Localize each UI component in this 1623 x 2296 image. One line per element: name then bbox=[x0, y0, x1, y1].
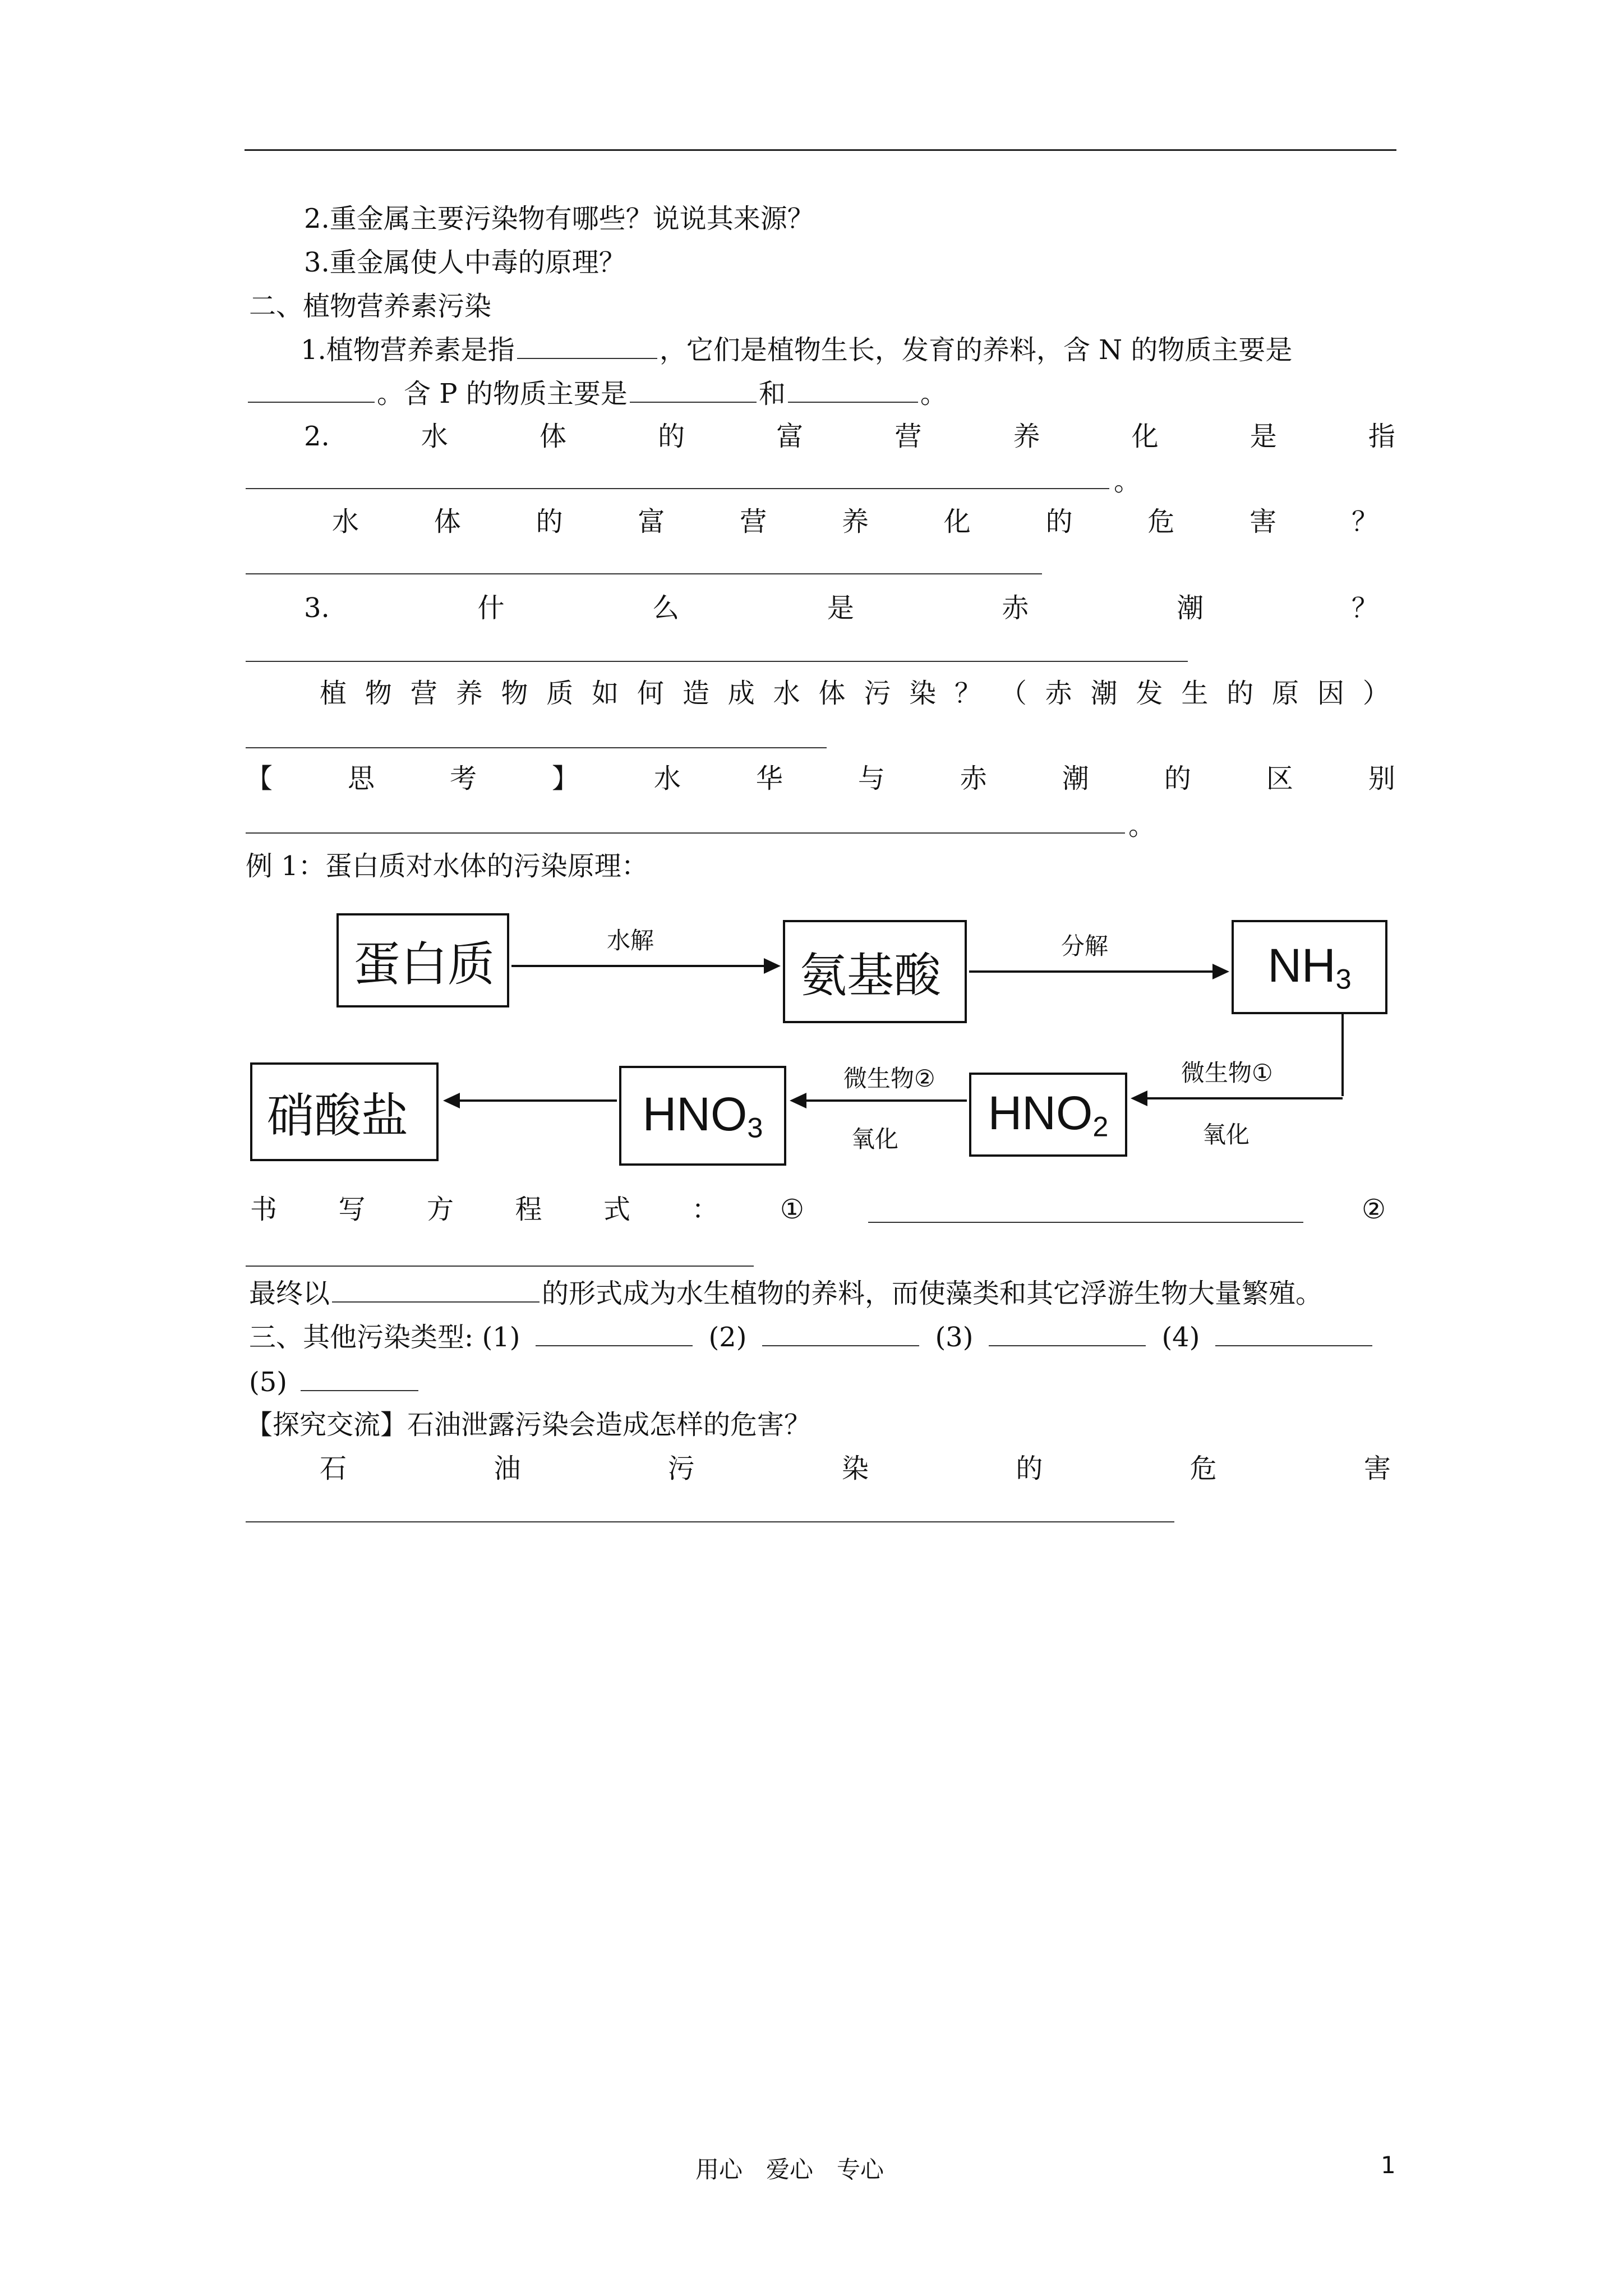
char: 成 bbox=[727, 678, 755, 709]
label-microbe-1: 微生物① bbox=[1181, 1059, 1273, 1087]
example-heading: 例 1：蛋白质对水体的污染原理： bbox=[246, 850, 648, 882]
box-nitrate-label: 硝酸盐 bbox=[267, 1088, 409, 1143]
char: 区 bbox=[1266, 763, 1293, 794]
period: 。 bbox=[1128, 810, 1156, 841]
label-oxidize-2: 氧化 bbox=[851, 1125, 899, 1153]
char: 与 bbox=[857, 763, 885, 794]
char: 写 bbox=[338, 1194, 366, 1225]
char: 害 bbox=[1363, 1453, 1391, 1484]
char: 潮 bbox=[1090, 678, 1118, 709]
answer-line[interactable] bbox=[246, 488, 1109, 489]
char: 【 bbox=[246, 763, 273, 794]
label-hydrolysis: 水解 bbox=[607, 927, 654, 954]
char: ： bbox=[691, 1194, 719, 1225]
blank-field[interactable] bbox=[630, 402, 757, 403]
char: 养 bbox=[455, 678, 483, 709]
p1-text-e: 。 bbox=[920, 378, 947, 409]
char: 】 bbox=[551, 763, 579, 794]
oil-harm-prompt bbox=[320, 1451, 1391, 1487]
char: ① bbox=[780, 1194, 804, 1225]
equation-marker-2: ② bbox=[1362, 1194, 1386, 1225]
think-question bbox=[246, 761, 1395, 797]
char: ） bbox=[1362, 678, 1390, 709]
char: 是 bbox=[827, 592, 854, 624]
answer-line[interactable] bbox=[246, 747, 827, 748]
char: 赤 bbox=[1045, 678, 1072, 709]
char: 水 bbox=[332, 506, 359, 537]
blank-field[interactable] bbox=[762, 1345, 919, 1346]
item-number: (5) bbox=[249, 1366, 287, 1398]
char: 么 bbox=[652, 592, 680, 624]
char: （ bbox=[999, 678, 1027, 709]
answer-line[interactable] bbox=[246, 1521, 1174, 1522]
blank-field[interactable] bbox=[301, 1390, 418, 1391]
char: 物 bbox=[501, 678, 528, 709]
arrowhead bbox=[1212, 964, 1229, 979]
char: 造 bbox=[682, 678, 709, 709]
paragraph-1-line-2 bbox=[246, 376, 947, 412]
red-tide-question bbox=[304, 590, 1378, 626]
item-number: (2) bbox=[708, 1322, 747, 1353]
char: 污 bbox=[667, 1453, 695, 1484]
box-amino-acid bbox=[783, 920, 967, 1023]
char: 什 bbox=[477, 592, 505, 624]
box-protein-label: 蛋白质 bbox=[353, 936, 495, 992]
section-heading-2: 二、植物营养素污染 bbox=[249, 291, 492, 322]
box-hno2 bbox=[969, 1073, 1127, 1157]
blank-field[interactable] bbox=[989, 1345, 1146, 1346]
char: 式 bbox=[603, 1194, 630, 1225]
footer-motto: 用心 爱心 专心 bbox=[695, 2156, 884, 2183]
question-3: 3.重金属使人中毒的原理？ bbox=[304, 247, 626, 278]
char: 染 bbox=[909, 678, 937, 709]
char: 富 bbox=[638, 506, 665, 537]
char: 原 bbox=[1272, 678, 1299, 709]
box-hno2-label: $HNO_2$ bbox=[988, 1087, 1109, 1143]
char: 发 bbox=[1136, 678, 1163, 709]
char: 是 bbox=[1249, 421, 1277, 452]
char: 潮 bbox=[1062, 763, 1089, 794]
box-amino-acid-label: 氨基酸 bbox=[800, 947, 942, 1003]
item-number: (4) bbox=[1161, 1322, 1200, 1353]
eutrophication-harm-question bbox=[332, 504, 1378, 540]
char: ？ bbox=[1351, 506, 1378, 537]
eutrophication-question bbox=[304, 418, 1395, 454]
p1-text-d: 和 bbox=[758, 378, 786, 409]
arrowhead bbox=[1131, 1091, 1147, 1106]
char: 3. bbox=[304, 592, 330, 624]
char: 营 bbox=[740, 506, 767, 537]
blank-field[interactable] bbox=[517, 358, 657, 359]
char: 营 bbox=[895, 421, 922, 452]
char: 的 bbox=[536, 506, 563, 537]
char: 水 bbox=[773, 678, 800, 709]
question-2: 2.重金属主要污染物有哪些？说说其来源？ bbox=[304, 203, 814, 234]
final-sentence bbox=[249, 1276, 1322, 1312]
explore-heading: 【探究交流】石油泄露污染会造成怎样的危害？ bbox=[246, 1409, 811, 1441]
box-hno3 bbox=[619, 1066, 786, 1166]
char: 潮 bbox=[1177, 592, 1204, 624]
char: 如 bbox=[592, 678, 619, 709]
arrowhead bbox=[443, 1093, 460, 1108]
equation-prompt bbox=[250, 1191, 804, 1227]
blank-field[interactable] bbox=[788, 402, 918, 403]
char: 何 bbox=[637, 678, 665, 709]
char: 的 bbox=[1164, 763, 1191, 794]
blank-field[interactable] bbox=[536, 1345, 693, 1346]
char: 体 bbox=[434, 506, 461, 537]
char: 体 bbox=[540, 421, 567, 452]
char: ？ bbox=[1351, 592, 1378, 624]
char: 的 bbox=[1045, 506, 1073, 537]
equation-1-blank[interactable] bbox=[868, 1222, 1303, 1223]
char: 书 bbox=[250, 1194, 278, 1225]
char: 养 bbox=[841, 506, 869, 537]
char: 污 bbox=[864, 678, 891, 709]
blank-field[interactable] bbox=[1215, 1345, 1372, 1346]
item-number: (3) bbox=[935, 1322, 974, 1353]
blank-field[interactable] bbox=[332, 1301, 540, 1303]
section-heading-3 bbox=[249, 1319, 1372, 1355]
label-microbe-2: 微生物② bbox=[843, 1065, 935, 1092]
arrowhead bbox=[790, 1093, 806, 1108]
final-text-b: 的形式成为水生植物的养料，而使藻类和其它浮游生物大量繁殖。 bbox=[542, 1278, 1323, 1309]
char: 危 bbox=[1189, 1453, 1217, 1484]
char: 水 bbox=[653, 763, 681, 794]
char: 化 bbox=[943, 506, 971, 537]
char: 程 bbox=[515, 1194, 542, 1225]
blank-field[interactable] bbox=[248, 402, 375, 403]
final-text-a: 最终以 bbox=[249, 1278, 330, 1309]
char: 植 bbox=[320, 678, 347, 709]
char: 考 bbox=[449, 763, 477, 794]
char: 富 bbox=[776, 421, 804, 452]
answer-line[interactable] bbox=[246, 661, 1188, 662]
label-oxidize-1: 氧化 bbox=[1202, 1121, 1250, 1148]
box-hno3-label: $HNO_3$ bbox=[642, 1088, 763, 1144]
nutrient-pollution-question bbox=[320, 675, 1390, 711]
char: 2. bbox=[304, 421, 330, 452]
char: 的 bbox=[1016, 1453, 1043, 1484]
char: 水 bbox=[421, 421, 448, 452]
header-rule bbox=[245, 149, 1396, 151]
char: 别 bbox=[1368, 763, 1395, 794]
char: 华 bbox=[755, 763, 783, 794]
char: 方 bbox=[426, 1194, 454, 1225]
section-3-line-2 bbox=[249, 1364, 432, 1400]
p1-text-a: 1.植物营养素是指 bbox=[301, 334, 515, 366]
box-nitrate bbox=[250, 1062, 439, 1161]
period: 。 bbox=[1114, 466, 1141, 497]
char: 质 bbox=[546, 678, 574, 709]
char: 养 bbox=[1013, 421, 1040, 452]
char: 赤 bbox=[960, 763, 987, 794]
char: 思 bbox=[347, 763, 375, 794]
char: 的 bbox=[1227, 678, 1254, 709]
char: 因 bbox=[1317, 678, 1344, 709]
char: 危 bbox=[1147, 506, 1175, 537]
p1-text-b: ，它们是植物生长，发育的养料，含 N 的物质主要是 bbox=[659, 334, 1293, 366]
char: 生 bbox=[1181, 678, 1209, 709]
char: 赤 bbox=[1002, 592, 1029, 624]
answer-line[interactable] bbox=[246, 832, 1125, 834]
char: 营 bbox=[410, 678, 437, 709]
char: 油 bbox=[494, 1453, 521, 1484]
arrowhead bbox=[764, 958, 781, 974]
box-protein bbox=[336, 913, 509, 1007]
char: 染 bbox=[841, 1453, 869, 1484]
answer-line[interactable] bbox=[246, 573, 1042, 574]
char: ？ bbox=[955, 678, 982, 709]
char: 的 bbox=[658, 421, 685, 452]
box-nh3 bbox=[1232, 920, 1387, 1014]
char: 指 bbox=[1368, 421, 1395, 452]
item-number: (1) bbox=[482, 1322, 520, 1353]
section3-label: 三、其他污染类型: bbox=[249, 1322, 474, 1353]
page-number: 1 bbox=[1381, 2151, 1396, 2179]
label-decompose: 分解 bbox=[1061, 932, 1109, 960]
box-nh3-label: $NH_3$ bbox=[1267, 939, 1352, 995]
equation-2-blank[interactable] bbox=[246, 1266, 754, 1267]
char: 物 bbox=[365, 678, 392, 709]
p1-text-c: 。含 P 的物质主要是 bbox=[377, 378, 628, 409]
char: 石 bbox=[320, 1453, 347, 1484]
char: 体 bbox=[818, 678, 846, 709]
char: 害 bbox=[1249, 506, 1277, 537]
char: 化 bbox=[1131, 421, 1159, 452]
paragraph-1-line-1 bbox=[301, 332, 1292, 368]
